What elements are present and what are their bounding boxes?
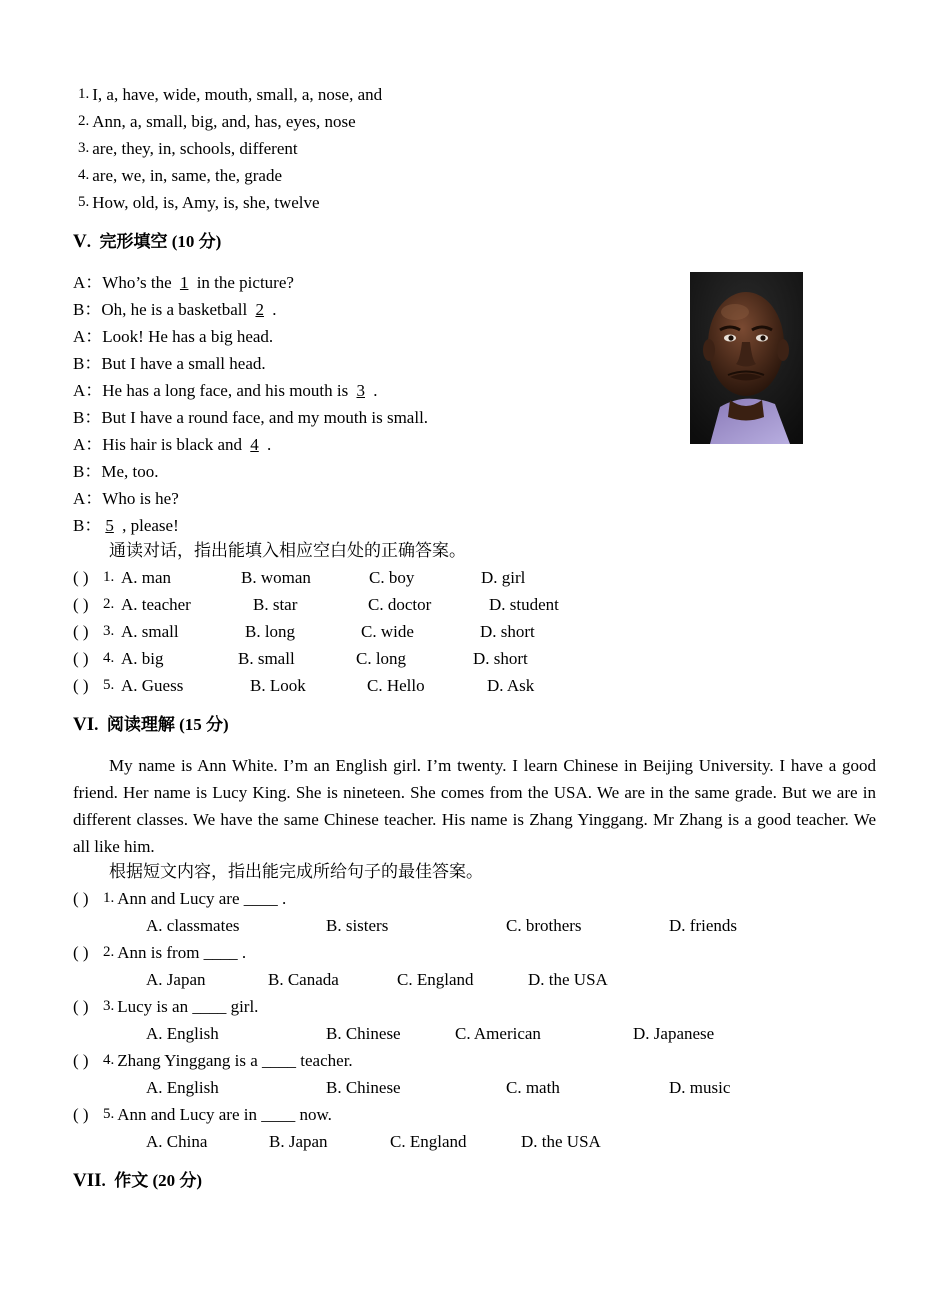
item-number: 3. [78,140,90,156]
option-b[interactable]: B. star [253,595,298,614]
option-c[interactable]: C. American [455,1024,541,1043]
item-number: 2. [78,113,90,129]
option-b[interactable]: B. Look [250,676,306,695]
option-c[interactable]: C. wide [361,622,414,641]
item-text: Ann, a, small, big, and, has, eyes, nose [92,112,356,131]
question-number: 5. [103,677,115,693]
item-text: How, old, is, Amy, is, she, twelve [92,193,320,212]
answer-paren[interactable]: ( ) [73,943,89,962]
question-row [73,594,559,617]
question-stem [73,888,286,911]
question-text: Ann and Lucy are ____ . [117,889,287,908]
dialog-text: . [262,435,272,454]
question-number: 1. [103,890,115,906]
dialog-line [73,299,276,321]
option-b[interactable]: B. Japan [269,1132,328,1151]
dialog-line [73,407,428,429]
answer-paren[interactable]: ( ) [73,997,89,1016]
option-d[interactable]: D. the USA [521,1132,601,1151]
dialog-text: , please! [117,516,179,535]
section-header-writing [73,1170,202,1192]
option-d[interactable]: D. girl [481,568,526,587]
option-a[interactable]: A. Japan [146,970,206,989]
question-row [73,675,535,698]
dialog-text: A：His hair is black and [73,435,247,454]
portrait-photo [690,272,803,444]
option-a[interactable]: A. China [146,1132,208,1151]
blank-slot: 3 [356,381,365,400]
reading-passage: My name is Ann White. I’m an English girl. I’m twenty. I learn Chinese in Beijing University. I have a good friend. Her name is Lucy King. She is nineteen. She comes from the USA. We are in the same grade. But we are in different classes. We have the same Chinese teacher. His name is Zhang Yinggang. Mr Zhang is a good teacher. We all like him. [73,756,876,856]
option-c[interactable]: C. England [390,1132,467,1151]
option-c[interactable]: C. doctor [368,595,432,614]
option-d[interactable]: D. music [669,1078,731,1097]
option-c[interactable]: C. England [397,970,474,989]
option-b[interactable]: B. Chinese [326,1024,401,1043]
answer-paren[interactable]: ( ) [73,622,89,641]
question-row [73,648,528,671]
option-b[interactable]: B. woman [241,568,311,587]
dialog-text: A：He has a long face, and his mouth is [73,381,353,400]
option-c[interactable]: C. long [356,649,407,668]
section-header-cloze [73,231,221,253]
question-stem [73,1050,353,1073]
option-a[interactable]: A. Guess [121,676,184,695]
option-d[interactable]: D. the USA [528,970,608,989]
blank-slot: 5 [105,516,114,535]
option-c[interactable]: C. boy [369,568,415,587]
option-a[interactable]: A. man [121,568,172,587]
dialog-line [73,434,271,456]
option-a[interactable]: A. teacher [121,595,191,614]
section-title: 作文 (20 分) [114,1171,203,1190]
item-number: 4. [78,167,90,183]
answer-paren[interactable]: ( ) [73,1105,89,1124]
item-text: are, we, in, same, the, grade [92,166,282,185]
option-a[interactable]: A. English [146,1024,219,1043]
option-b[interactable]: B. small [238,649,295,668]
reorder-item [78,111,356,134]
question-number: 1. [103,569,115,585]
dialog-text: A：Who is he? [73,489,179,508]
option-a[interactable]: A. English [146,1078,219,1097]
dialog-text: A：Who’s the [73,273,176,292]
section-title: 完形填空 (10 分) [99,232,222,251]
question-row [73,621,535,644]
option-b[interactable]: B. sisters [326,916,389,935]
dialog-line [73,353,266,375]
option-c[interactable]: C. Hello [367,676,425,695]
option-d[interactable]: D. short [473,649,528,668]
dialog-text: . [369,381,378,400]
question-number: 2. [103,596,115,612]
dialog-line [73,461,158,483]
option-d[interactable]: D. short [480,622,535,641]
question-number: 3. [103,623,115,639]
option-d[interactable]: D. Ask [487,676,535,695]
question-stem [73,1104,332,1127]
dialog-text: B： [73,516,102,535]
blank-slot: 2 [255,300,264,319]
option-a[interactable]: A. small [121,622,179,641]
dialog-line [73,488,179,510]
dialog-line [73,272,294,294]
item-text: I, a, have, wide, mouth, small, a, nose, and [92,85,383,104]
reorder-item [78,138,298,161]
dialog-line [73,326,273,348]
dialog-text: B：Me, too. [73,462,159,481]
blank-slot: 4 [250,435,259,454]
option-a[interactable]: A. big [121,649,164,668]
section-roman: VI [73,714,95,735]
cloze-instruction: 通读对话，指出能填入相应空白处的正确答案。 [109,541,466,560]
answer-paren[interactable]: ( ) [73,676,89,695]
answer-paren[interactable]: ( ) [73,889,89,908]
reading-instruction: 根据短文内容，指出能完成所给句子的最佳答案。 [109,862,483,881]
option-c[interactable]: C. brothers [506,916,582,935]
item-text: are, they, in, schools, different [92,139,298,158]
section-sep: . [94,715,99,734]
option-c[interactable]: C. math [506,1078,560,1097]
question-number: 4. [103,650,115,666]
section-roman: V [73,231,87,252]
man-portrait-image [690,272,803,444]
option-b[interactable]: B. long [245,622,296,641]
dialog-line [73,515,179,537]
dialog-text: A：Look! He has a big head. [73,327,274,346]
option-d[interactable]: D. student [489,595,559,614]
dialog-text: . [267,300,277,319]
item-number: 5. [78,194,90,210]
answer-paren[interactable]: ( ) [73,1051,89,1070]
question-number: 5. [103,1106,115,1122]
dialog-line [73,380,378,402]
reorder-item [78,192,320,215]
dialog-text: B：But I have a small head. [73,354,266,373]
item-number: 1. [78,86,90,102]
question-text: Ann is from ____ . [117,943,247,962]
question-stem [73,996,258,1019]
section-title: 阅读理解 (15 分) [106,715,229,734]
answer-paren[interactable]: ( ) [73,568,89,587]
question-number: 2. [103,944,115,960]
question-number: 3. [103,998,115,1014]
question-number: 4. [103,1052,115,1068]
dialog-text: in the picture? [192,273,294,292]
answer-paren[interactable]: ( ) [73,649,89,668]
reorder-item [78,165,282,188]
section-sep: . [101,1171,106,1190]
option-a[interactable]: A. classmates [146,916,240,935]
option-d[interactable]: D. friends [669,916,737,935]
question-text: Ann and Lucy are in ____ now. [117,1105,332,1124]
question-text: Lucy is an ____ girl. [117,997,259,1016]
reorder-item [78,84,382,107]
option-b[interactable]: B. Chinese [326,1078,401,1097]
section-sep: . [86,232,91,251]
section-header-reading [73,714,229,736]
dialog-text: B：But I have a round face, and my mouth is small. [73,408,429,427]
answer-paren[interactable]: ( ) [73,595,89,614]
question-row [73,567,526,590]
option-d[interactable]: D. Japanese [633,1024,715,1043]
question-stem [73,942,246,965]
section-roman: VII [73,1170,102,1191]
dialog-text: B：Oh, he is a basketball [73,300,252,319]
question-text: Zhang Yinggang is a ____ teacher. [117,1051,353,1070]
blank-slot: 1 [179,273,189,292]
option-b[interactable]: B. Canada [268,970,339,989]
